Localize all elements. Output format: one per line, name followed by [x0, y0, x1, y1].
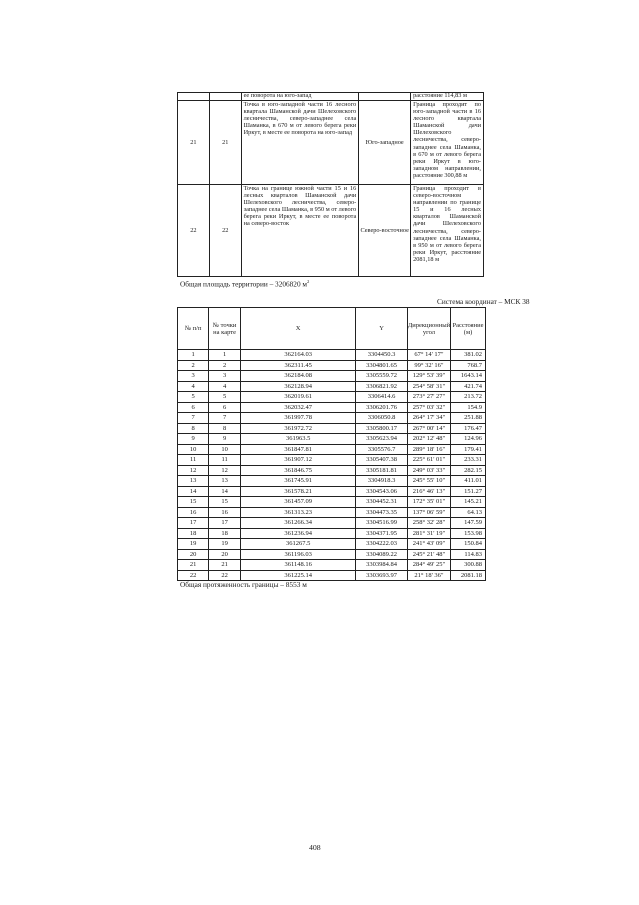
cell-y: 3304452.31 [356, 497, 407, 508]
border-description: Граница проходит в северо-восточном направлении по границе 15 и 16 лесных кварталов Шаманской дачи Шелеховского лесничества, северо-западнее села Шаманка, в 950 м от левого берега реки Иркут, расстояние 2081,18 м [411, 185, 484, 277]
cell-map-point: 9 [209, 434, 241, 445]
cell-x: 362311.45 [240, 360, 356, 371]
cell-distance: 251.88 [451, 413, 486, 424]
cell-y: 3305559.72 [356, 371, 407, 382]
cell-distance: 411.01 [451, 476, 486, 487]
table-row [178, 413, 486, 424]
cell-y: 3304089.22 [356, 549, 407, 560]
cell-empty [178, 93, 210, 101]
cell-no: 11 [178, 455, 209, 466]
cell-x: 362019.61 [240, 392, 356, 403]
cell-y: 3306821.92 [356, 381, 407, 392]
cell-no: 2 [178, 360, 209, 371]
cell-x: 361225.14 [240, 570, 356, 581]
table-row [178, 101, 484, 185]
cell-x: 361148.16 [240, 560, 356, 571]
cell-angle: 21° 18' 36" [407, 570, 450, 581]
cell-y: 3305407.38 [356, 455, 407, 466]
cell-map-point: 14 [209, 486, 241, 497]
cell-angle: 284° 49' 25" [407, 560, 450, 571]
table-row [178, 185, 484, 277]
cell-distance: 147.59 [451, 518, 486, 529]
cell-map-point: 15 [209, 497, 241, 508]
row-number: 22 [178, 185, 210, 277]
cell-y: 3304516.99 [356, 518, 407, 529]
row-number: 21 [178, 101, 210, 185]
cell-map-point: 20 [209, 549, 241, 560]
total-area-text: Общая площадь территории – 3206820 м [180, 279, 308, 289]
cell-no: 13 [178, 476, 209, 487]
cell-y: 3303984.84 [356, 560, 407, 571]
cell-angle: 245° 55' 10" [407, 476, 450, 487]
cell-no: 14 [178, 486, 209, 497]
cell-map-point: 2 [209, 360, 241, 371]
cell-no: 6 [178, 402, 209, 413]
cell-map-point: 12 [209, 465, 241, 476]
cell-distance: 2081.18 [451, 570, 486, 581]
table-row [178, 518, 486, 529]
table-row [178, 350, 486, 361]
direction: Северо-восточное [359, 185, 411, 277]
cell-distance: 421.74 [451, 381, 486, 392]
cell-distance: 300.88 [451, 560, 486, 571]
table-row [178, 360, 486, 371]
cell-y: 3304918.3 [356, 476, 407, 487]
cell-x: 361266.34 [240, 518, 356, 529]
cell-map-point: 1 [209, 350, 241, 361]
table-row [178, 507, 486, 518]
cell-map-point: 18 [209, 528, 241, 539]
cell-x: 361963.5 [240, 434, 356, 445]
cell-no: 1 [178, 350, 209, 361]
table-row [178, 455, 486, 466]
cell-angle: 254° 58' 31" [407, 381, 450, 392]
cell-distance: 233.31 [451, 455, 486, 466]
cell-angle: 281° 31' 19" [407, 528, 450, 539]
cell-y: 3306414.6 [356, 392, 407, 403]
cell-no: 16 [178, 507, 209, 518]
cell-x: 361907.12 [240, 455, 356, 466]
cell-y: 3304371.95 [356, 528, 407, 539]
total-length-note: Общая протяженность границы – 8553 м [180, 580, 307, 589]
cell-x: 362128.94 [240, 381, 356, 392]
cell-distance: 124.96 [451, 434, 486, 445]
cell-map-point: 11 [209, 455, 241, 466]
cell-angle: 273° 27' 27" [407, 392, 450, 403]
header-y: Y [356, 308, 407, 350]
cell-map-point: 8 [209, 423, 241, 434]
table-row [178, 497, 486, 508]
cell-distance: 114.83 [451, 549, 486, 560]
point-description: Точка в юго-западной части 16 лесного квартала Шаманской дачи Шелеховского лесничества, северо-западнее села Шаманка, в 670 м от левого берега реки Иркут, в месте ее поворота на юго-запад [241, 101, 359, 185]
cell-angle: 137° 06' 59" [407, 507, 450, 518]
cell-map-point: 4 [209, 381, 241, 392]
cell-map-point: 16 [209, 507, 241, 518]
cell-distance: 150.84 [451, 539, 486, 550]
cell-angle: 258° 32' 28" [407, 518, 450, 529]
cell-no: 10 [178, 444, 209, 455]
header-distance: Расстояние (м) [451, 308, 486, 350]
cell-x: 361972.72 [240, 423, 356, 434]
table-row [178, 402, 486, 413]
cell-no: 18 [178, 528, 209, 539]
table-row-partial [178, 93, 484, 101]
header-no: № п/п [178, 308, 209, 350]
cell-map-point: 21 [209, 560, 241, 571]
cell-x: 361997.78 [240, 413, 356, 424]
table-row [178, 528, 486, 539]
cell-y: 3304473.35 [356, 507, 407, 518]
cell-distance: 151.27 [451, 486, 486, 497]
cell-map-point: 7 [209, 413, 241, 424]
boundary-description-table [177, 92, 484, 277]
table-row [178, 392, 486, 403]
cell-distance: 176.47 [451, 423, 486, 434]
table-row [178, 381, 486, 392]
cell-map-point: 19 [209, 539, 241, 550]
cell-no: 3 [178, 371, 209, 382]
cell-angle: 267° 00' 14" [407, 423, 450, 434]
cell-y: 3306050.8 [356, 413, 407, 424]
cell-no: 22 [178, 570, 209, 581]
table-row [178, 444, 486, 455]
header-map-point: № точки на карте [209, 308, 241, 350]
cell-angle: 249° 03' 33" [407, 465, 450, 476]
cell-x: 362164.03 [240, 350, 356, 361]
cell-y: 3305623.94 [356, 434, 407, 445]
table-header-row [178, 308, 486, 350]
cell-distance: 179.41 [451, 444, 486, 455]
table-row [178, 371, 486, 382]
cell-x: 362032.47 [240, 402, 356, 413]
cell-y: 3304543.06 [356, 486, 407, 497]
cell-no: 12 [178, 465, 209, 476]
total-area-note [180, 279, 309, 288]
cell-no: 4 [178, 381, 209, 392]
cell-angle: 99° 32' 16" [407, 360, 450, 371]
cell-x: 361847.81 [240, 444, 356, 455]
cell-x: 362184.08 [240, 371, 356, 382]
table-row [178, 476, 486, 487]
cell-map-point: 5 [209, 392, 241, 403]
cell-empty [359, 93, 411, 101]
cell-distance: 282.15 [451, 465, 486, 476]
cell-angle: 225° 61' 01" [407, 455, 450, 466]
cell-map-point: 13 [209, 476, 241, 487]
point-description: Точка на границе южной части 15 и 16 лесных кварталов Шаманской дачи Шелеховского лесничества, северо-западнее села Шаманка, в 950 м от левого берега реки Иркут, в месте ее поворота на северо-восток [241, 185, 359, 277]
cell-map-point: 22 [209, 570, 241, 581]
cell-angle: 129° 53' 39" [407, 371, 450, 382]
cell-distance: 64.13 [451, 507, 486, 518]
table-row [178, 434, 486, 445]
header-angle: Дирекционный угол [407, 308, 450, 350]
table-row [178, 423, 486, 434]
map-point-number: 22 [209, 185, 241, 277]
cell-angle: 241° 43' 09" [407, 539, 450, 550]
header-x: X [240, 308, 356, 350]
cell-x: 361267.5 [240, 539, 356, 550]
cell-no: 19 [178, 539, 209, 550]
cell-x: 361313.23 [240, 507, 356, 518]
cell-map-point: 10 [209, 444, 241, 455]
cell-no: 9 [178, 434, 209, 445]
cell-no: 17 [178, 518, 209, 529]
table-row [178, 486, 486, 497]
table-row [178, 560, 486, 571]
direction: Юго-западное [359, 101, 411, 185]
cell-distance: 145.21 [451, 497, 486, 508]
cell-x: 361457.09 [240, 497, 356, 508]
cell-no: 20 [178, 549, 209, 560]
cell-distance: 1643.14 [451, 371, 486, 382]
cell-y: 3303693.97 [356, 570, 407, 581]
cell-x: 361196.03 [240, 549, 356, 560]
cell-no: 15 [178, 497, 209, 508]
table-row [178, 570, 486, 581]
cell-x: 361578.21 [240, 486, 356, 497]
cell-angle: 289° 18' 16" [407, 444, 450, 455]
cell-y: 3304450.3 [356, 350, 407, 361]
point-description: ее поворота на юго-запад [241, 93, 359, 101]
border-description: расстояние 114,83 м [411, 93, 484, 101]
cell-no: 8 [178, 423, 209, 434]
border-description: Граница проходит по юго-западной части в 16 лесного квартала Шаманской дачи Шелеховского лесничества, северо-западнее села Шаманка, в 670 м от левого берега реки Иркут в юго-западном направлении, расстояние 300,88 м [411, 101, 484, 185]
cell-y: 3306201.76 [356, 402, 407, 413]
cell-empty [209, 93, 241, 101]
cell-angle: 202° 12' 48" [407, 434, 450, 445]
cell-no: 5 [178, 392, 209, 403]
cell-y: 3304801.65 [356, 360, 407, 371]
page-number: 408 [309, 843, 321, 852]
cell-distance: 381.02 [451, 350, 486, 361]
cell-no: 21 [178, 560, 209, 571]
cell-angle: 257° 03' 32" [407, 402, 450, 413]
cell-y: 3304222.03 [356, 539, 407, 550]
cell-distance: 213.72 [451, 392, 486, 403]
cell-x: 361846.75 [240, 465, 356, 476]
map-point-number: 21 [209, 101, 241, 185]
coordinates-table [177, 307, 486, 581]
table-row [178, 465, 486, 476]
cell-angle: 216° 46' 13" [407, 486, 450, 497]
coordinates-body [178, 350, 486, 581]
cell-distance: 768.7 [451, 360, 486, 371]
table-row [178, 539, 486, 550]
cell-map-point: 17 [209, 518, 241, 529]
cell-angle: 245° 21' 48" [407, 549, 450, 560]
cell-x: 361236.94 [240, 528, 356, 539]
cell-angle: 67° 14' 17" [407, 350, 450, 361]
cell-distance: 153.98 [451, 528, 486, 539]
cell-no: 7 [178, 413, 209, 424]
cell-angle: 264° 17' 34" [407, 413, 450, 424]
cell-y: 3305800.17 [356, 423, 407, 434]
cell-y: 3305576.7 [356, 444, 407, 455]
cell-distance: 154.9 [451, 402, 486, 413]
cell-angle: 172° 35' 01" [407, 497, 450, 508]
area-unit-superscript: 2 [307, 279, 310, 284]
cell-map-point: 3 [209, 371, 241, 382]
cell-x: 361745.91 [240, 476, 356, 487]
table-row [178, 549, 486, 560]
cell-y: 3305181.81 [356, 465, 407, 476]
coordinate-system-note: Система координат – МСК 38 [437, 297, 530, 306]
cell-map-point: 6 [209, 402, 241, 413]
